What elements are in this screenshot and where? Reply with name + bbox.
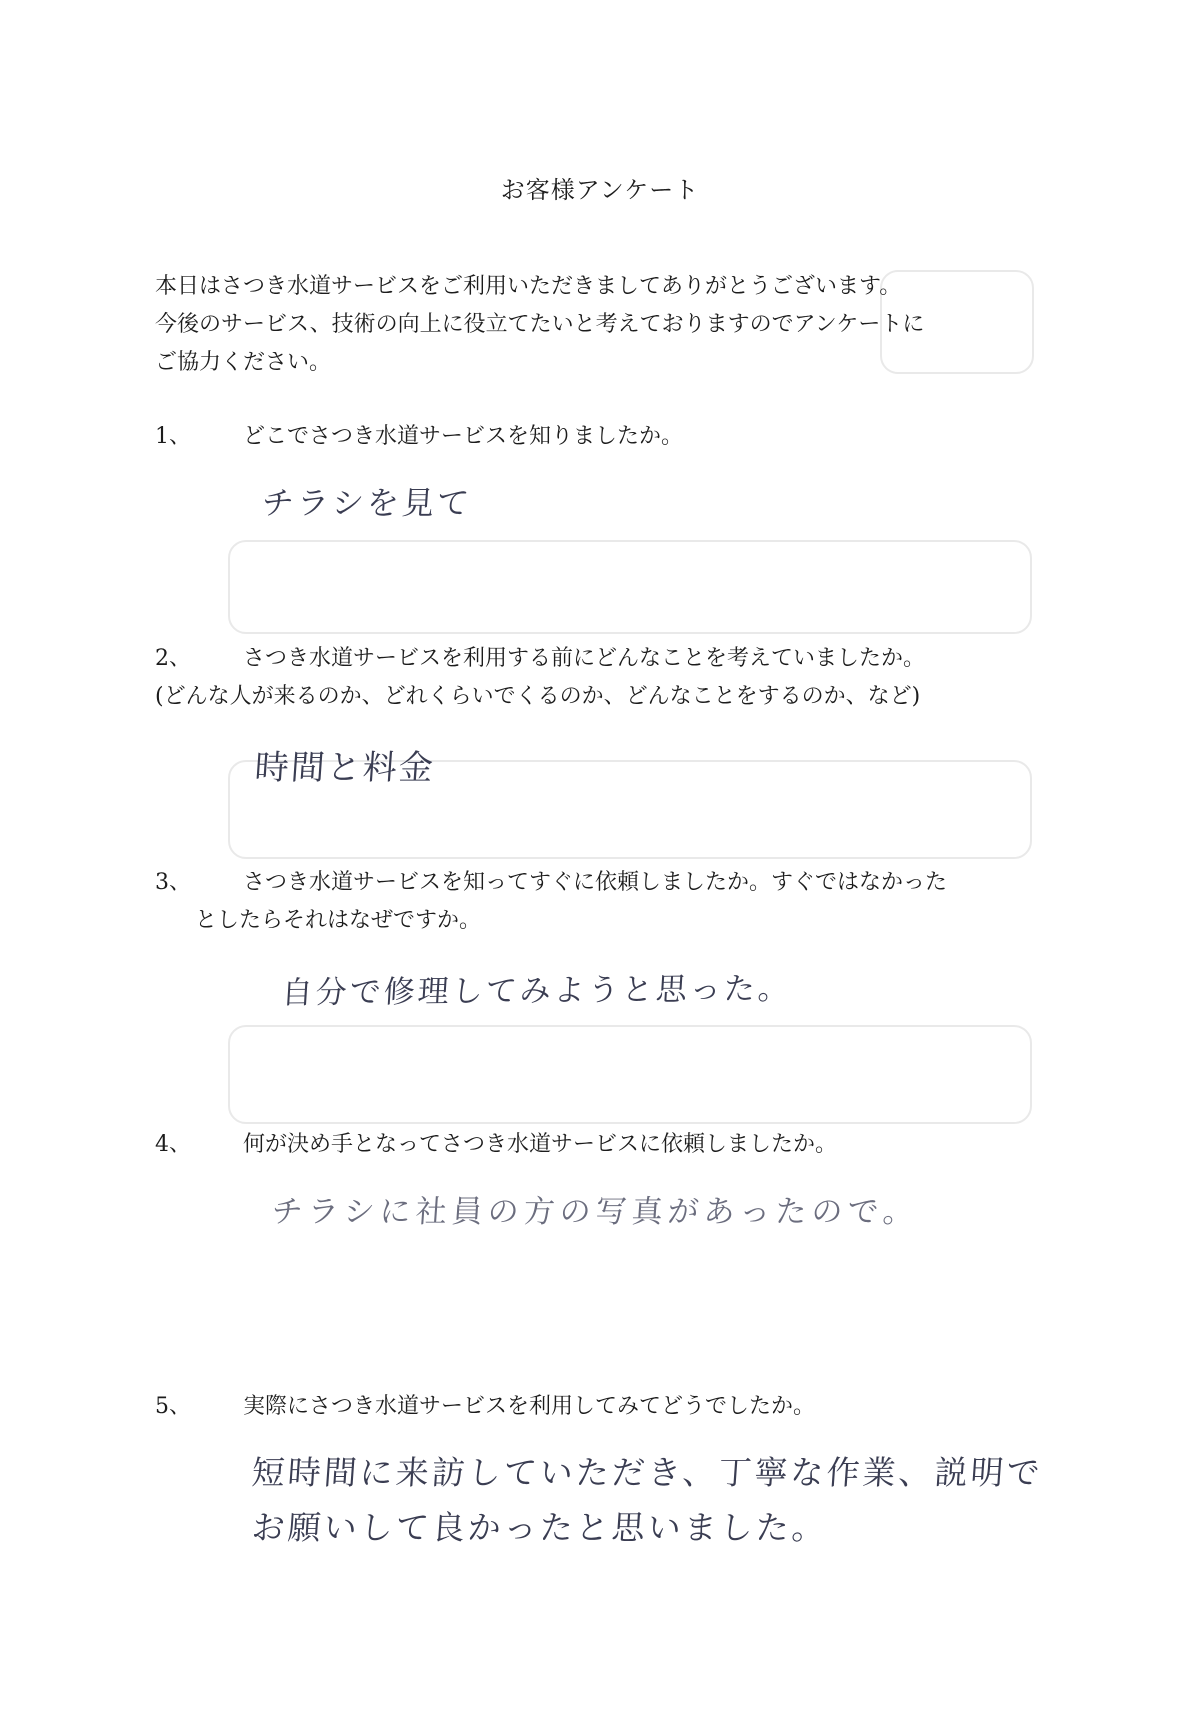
handwritten-answer-5-line-2: お願いして良かったと思いました。 bbox=[250, 1508, 830, 1547]
question-text: さつき水道サービスを利用する前にどんなことを考えていましたか。 bbox=[243, 646, 926, 671]
question-text: 実際にさつき水道サービスを利用してみてどうでしたか。 bbox=[243, 1394, 816, 1419]
bleed-through-box-2 bbox=[228, 540, 1032, 634]
page-title: お客様アンケート bbox=[500, 176, 700, 204]
handwritten-answer-2: 時間と料金 bbox=[253, 748, 437, 788]
question-subtext: としたらそれはなぜですか。 bbox=[195, 908, 482, 933]
question-text: 何が決め手となってさつき水道サービスに依頼しましたか。 bbox=[243, 1132, 838, 1157]
question-text: さつき水道サービスを知ってすぐに依頼しましたか。すぐではなかった bbox=[243, 870, 948, 895]
question-number: 1、 bbox=[155, 424, 191, 449]
intro-line: ご協力ください。 bbox=[155, 350, 332, 375]
handwritten-answer-1: チラシを見て bbox=[260, 484, 474, 522]
intro-line: 本日はさつき水道サービスをご利用いただきましてありがとうございます。 bbox=[155, 274, 902, 299]
handwritten-answer-5-line-1: 短時間に来訪していただき、丁寧な作業、説明で bbox=[250, 1453, 1044, 1492]
intro-line: 今後のサービス、技術の向上に役立てたいと考えておりますのでアンケートに bbox=[155, 312, 925, 337]
question-number: 4、 bbox=[155, 1132, 191, 1157]
handwritten-answer-3: 自分で修理してみようと思った。 bbox=[280, 970, 794, 1012]
bleed-through-box-4 bbox=[228, 1025, 1032, 1124]
question-number: 5、 bbox=[155, 1394, 191, 1419]
question-number: 2、 bbox=[155, 646, 191, 671]
question-number: 3、 bbox=[155, 870, 191, 895]
handwritten-answer-4: チラシに社員の方の写真があったので。 bbox=[270, 1194, 921, 1230]
question-subtext: (どんな人が来るのか、どれくらいでくるのか、どんなことをするのか、など) bbox=[155, 684, 921, 709]
question-text: どこでさつき水道サービスを知りましたか。 bbox=[243, 424, 684, 449]
intro-text bbox=[155, 268, 924, 382]
